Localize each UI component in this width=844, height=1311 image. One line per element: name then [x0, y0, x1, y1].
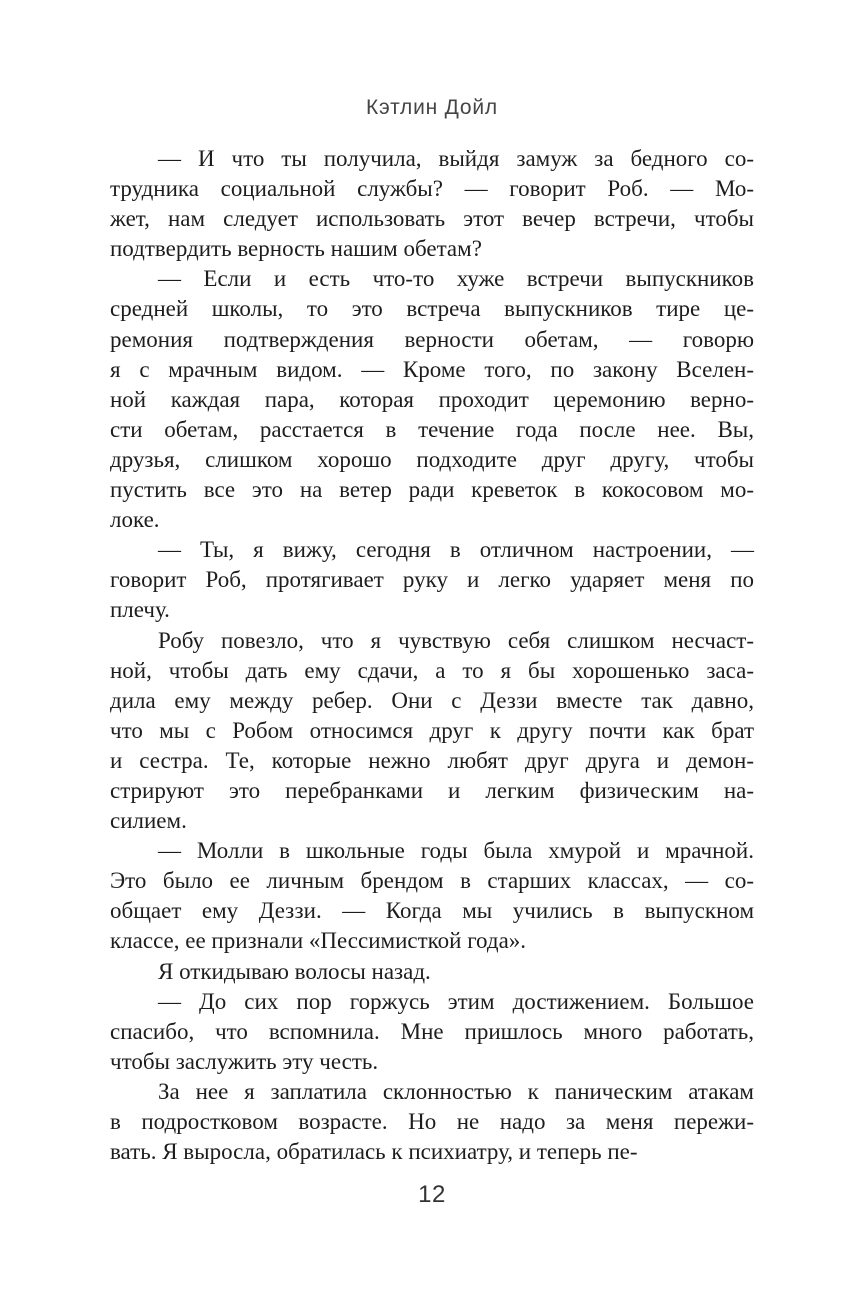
text-line: ной, чтобы дать ему сдачи, а то я бы хорошенько заса-: [110, 657, 754, 683]
page-number: 12: [418, 1181, 446, 1208]
text-line: друзья, слишком хорошо подходите друг другу, чтобы: [110, 446, 754, 472]
text-line: силием.: [110, 808, 187, 834]
text-line: — Молли в школьные годы была хмурой и мрачной.: [158, 838, 754, 864]
text-line: плечу.: [110, 597, 170, 623]
text-line: Я откидываю волосы назад.: [158, 958, 431, 984]
running-header: Кэтлин Дойл: [366, 96, 498, 119]
text-line: я с мрачным видом. — Кроме того, по закону Вселен-: [110, 356, 754, 382]
text-line: За нее я заплатила склонностью к паническим атакам: [158, 1078, 754, 1104]
text-line: в подростковом возрасте. Но не надо за меня пережи-: [110, 1109, 754, 1134]
text-line: спасибо, что вспомнила. Мне пришлось много работать,: [110, 1018, 754, 1044]
text-line: сти обетам, расстается в течение года после нее. Вы,: [110, 416, 754, 442]
text-line: ремония подтверждения верности обетам, — говорю: [110, 326, 754, 352]
text-line: вать. Я выросла, обратилась к психиатру, и теперь пе-: [110, 1139, 638, 1165]
text-line: пустить все это на ветер ради креветок в кокосовом мо-: [110, 477, 754, 503]
text-line: локе.: [110, 507, 160, 533]
text-line: жет, нам следует использовать этот вечер встречи, чтобы: [110, 206, 754, 232]
text-line: Это было ее личным брендом в старших классах, — со-: [110, 868, 754, 894]
text-line: говорит Роб, протягивает руку и легко ударяет меня по: [110, 567, 754, 593]
text-line: дила ему между ребер. Они с Деззи вместе так давно,: [110, 687, 754, 713]
text-line: — До сих пор горжусь этим достижением. Большое: [158, 988, 754, 1014]
text-line: трудника социальной службы? — говорит Роб. — Мо-: [110, 176, 754, 202]
text-line: средней школы, то это встреча выпускников тире це-: [110, 296, 754, 322]
text-line: что мы с Робом относимся друг к другу почти как брат: [110, 717, 754, 743]
text-block: [110, 144, 754, 1167]
text-line: классе, ее признали «Пессимисткой года».: [110, 928, 527, 954]
text-line: — Если и есть что-то хуже встречи выпускников: [158, 266, 754, 292]
text-line: чтобы заслужить эту честь.: [110, 1048, 379, 1074]
text-line: общает ему Деззи. — Когда мы учились в выпускном: [110, 898, 754, 924]
text-line: — И что ты получила, выйдя замуж за бедного со-: [158, 146, 754, 171]
text-line: ной каждая пара, которая проходит церемонию верно-: [110, 386, 754, 412]
text-line: стрируют это перебранками и легким физическим на-: [110, 777, 754, 803]
text-line: подтвердить верность нашим обетам?: [110, 236, 482, 262]
text-line: и сестра. Те, которые нежно любят друг друга и демон-: [110, 747, 754, 773]
text-line: — Ты, я вижу, сегодня в отличном настроении, —: [158, 537, 754, 563]
text-line: Робу повезло, что я чувствую себя слишком несчаст-: [158, 627, 754, 653]
